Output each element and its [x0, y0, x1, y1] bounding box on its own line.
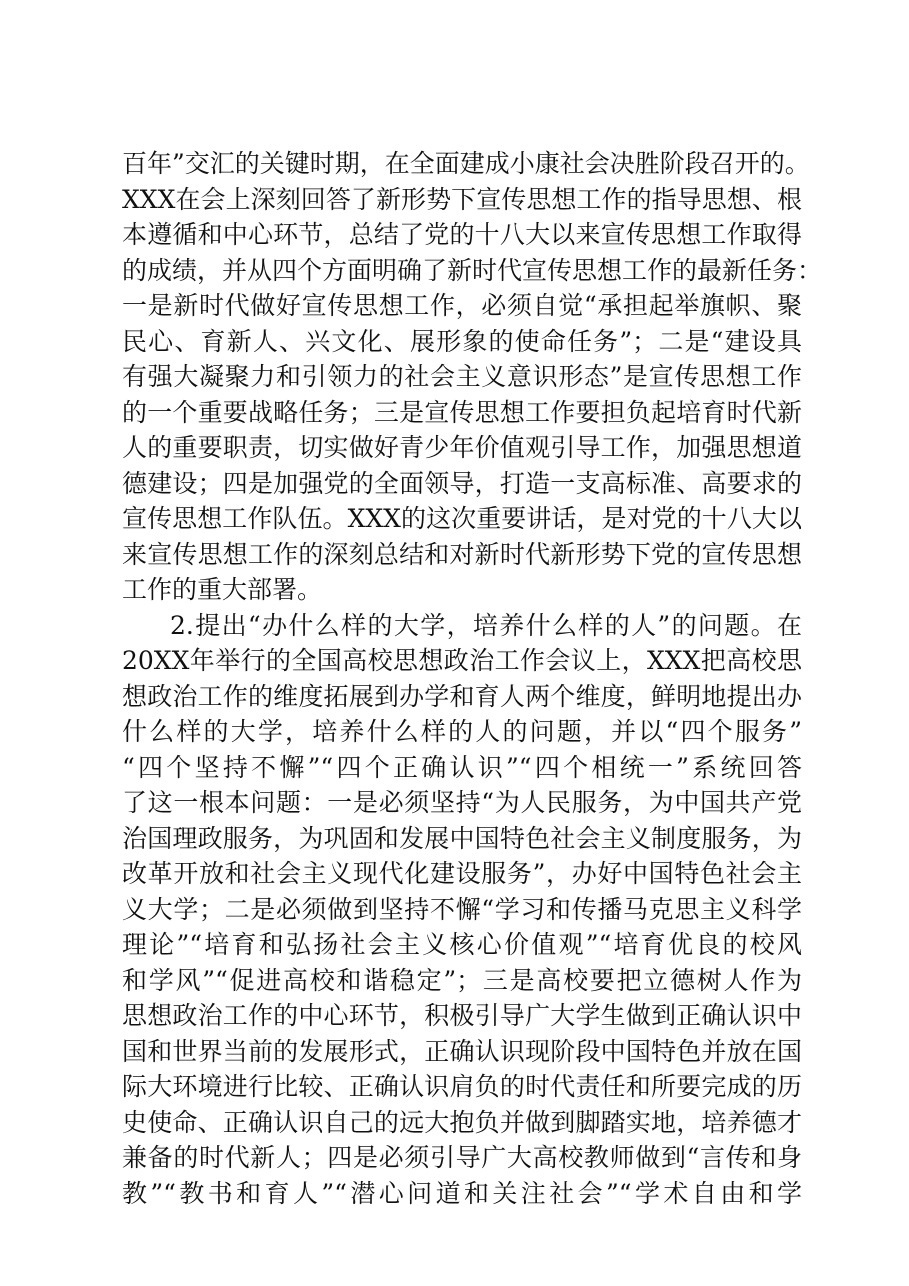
text-line: 德建设；四是加强党的全面领导，打造一支高标准、高要求的	[122, 468, 802, 498]
text-line: 治国理政服务，为巩固和发展中国特色社会主义制度服务，为	[122, 823, 802, 853]
text-line: 民心、育新人、兴文化、展形象的使命任务”；二是“建设具	[122, 326, 802, 356]
text-line: 教”“教书和育人”“潜心问道和关注社会”“学术自由和学	[122, 1178, 802, 1208]
text-line: 国和世界当前的发展形式，正确认识现阶段中国特色并放在国	[122, 1036, 802, 1066]
text-line: 改革开放和社会主义现代化建设服务”，办好中国特色社会主	[122, 859, 802, 888]
text-line: “四个坚持不懈”“四个正确认识”“四个相统一”系统回答	[122, 752, 802, 782]
paragraph-end-line: 工作的重大部署。	[122, 575, 323, 604]
body-text	[122, 146, 823, 1211]
text-line: 的一个重要战略任务；三是宣传思想工作要担负起培育时代新	[122, 397, 802, 427]
text-line: 史使命、正确认识自己的远大抱负并做到脚踏实地，培养德才	[122, 1107, 802, 1137]
text-line: 了这一根本问题：一是必须坚持“为人民服务，为中国共产党	[122, 788, 802, 817]
text-line: 义大学；二是必须做到坚持不懈“学习和传播马克思主义科学	[122, 894, 802, 924]
text-line: 思想政治工作的中心环节，积极引导广大学生做到正确认识中	[122, 1001, 802, 1030]
text-line: 想政治工作的维度拓展到办学和育人两个维度，鲜明地提出办	[122, 681, 802, 711]
text-line: 际大环境进行比较、正确认识肩负的时代责任和所要完成的历	[122, 1072, 802, 1101]
text-line: 和学风”“促进高校和谐稳定”；三是高校要把立德树人作为	[122, 965, 802, 995]
text-line: 20XX年举行的全国高校思想政治工作会议上，XXX把高校思	[122, 646, 802, 675]
text-line: 兼备的时代新人；四是必须引导广大高校教师做到“言传和身	[122, 1143, 802, 1172]
text-line: 人的重要职责，切实做好青少年价值观引导工作，加强思想道	[122, 433, 802, 462]
text-line: 什么样的大学，培养什么样的人的问题，并以“四个服务”	[122, 717, 802, 746]
text-line: 一是新时代做好宣传思想工作，必须自觉“承担起举旗帜、聚	[122, 291, 802, 320]
text-line: 有强大凝聚力和引领力的社会主义意识形态”是宣传思想工作	[122, 362, 802, 391]
text-line: 来宣传思想工作的深刻总结和对新时代新形势下党的宣传思想	[122, 539, 802, 569]
text-line: 理论”“培育和弘扬社会主义核心价值观”“培育优良的校风	[122, 930, 802, 959]
text-line: 本遵循和中心环节，总结了党的十八大以来宣传思想工作取得	[122, 220, 802, 249]
text-line: 百年”交汇的关键时期，在全面建成小康社会决胜阶段召开的。	[122, 149, 810, 178]
text-line: 的成绩，并从四个方面明确了新时代宣传思想工作的最新任务：	[122, 255, 823, 285]
paragraph-start-line: 2.提出“办什么样的大学，培养什么样的人”的问题。在	[170, 610, 802, 640]
text-line: XXX在会上深刻回答了新形势下宣传思想工作的指导思想、根	[122, 184, 802, 214]
text-line: 宣传思想工作队伍。XXX的这次重要讲话，是对党的十八大以	[122, 504, 802, 533]
